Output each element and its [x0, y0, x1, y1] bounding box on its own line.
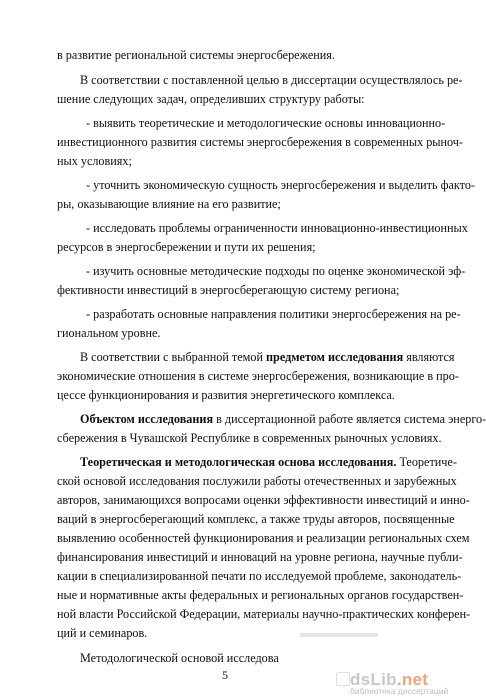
object-sentence: Объектом исследования в диссертационной работе является система энерго- [80, 412, 486, 426]
text-line: кации в специализированной печати по исследуемой проблеме, законодатель- [57, 569, 462, 583]
list-item-line: ных условиях; [57, 154, 132, 168]
text-line: в развитие региональной системы энергосбережения. [57, 48, 335, 62]
list-item-line: - изучить основные методические подходы по оценке экономической эф- [86, 264, 466, 278]
text-line: финансирования инвестиций и инноваций на уровне региона, научные публи- [57, 550, 463, 564]
subject-sentence: В соответствии с выбранной темой предметом исследования являются [80, 350, 455, 364]
text-line: ные и нормативные акты федеральных и региональных органов государствен- [57, 588, 464, 602]
watermark-logo [350, 670, 449, 696]
text-line: ной власти Российской Федерации, материалы научно-практических конферен- [57, 607, 471, 621]
subject-term: предметом исследования [266, 350, 404, 364]
text-line: В соответствии с поставленной целью в диссертации осуществлялось ре- [80, 73, 463, 87]
text-line: экономические отношения в системе энергосбережения, возникающие в про- [57, 369, 459, 383]
text-line: авторов, занимающихся вопросами оценки эффективности инвестиций и инно- [57, 493, 470, 507]
object-term: Объектом исследования [80, 412, 214, 426]
truncated-line: Методологической основой исследова [80, 651, 279, 665]
list-item-line: ры, оказывающие влияние на его развитие; [57, 197, 281, 211]
text-line: ций и семинаров. [57, 626, 148, 640]
watermark-brand: dsLib [350, 670, 397, 689]
text-line: ваций в энергосберегающий комплекс, а также труды авторов, посвященные [57, 512, 455, 526]
list-item-line: - выявить теоретические и методологические основы инновационно- [86, 116, 446, 130]
text-line: выявлению особенностей функционирования и реализации региональных схем [57, 531, 470, 545]
page-number: 5 [222, 668, 228, 682]
watermark-tagline: библиотека диссертаций [350, 686, 449, 696]
list-item-line: - исследовать проблемы ограниченности инновационно-инвестиционных [86, 221, 468, 235]
list-item-line: - уточнить экономическую сущность энергосбережения и выделить факто- [86, 178, 475, 192]
list-item-line: гиональном уровне. [57, 326, 161, 340]
text-line: ской основой исследования послужили работы отечественных и зарубежных [57, 474, 457, 488]
list-item-line: ресурсов в энергосбережении и пути их решения; [57, 240, 316, 254]
text-line: цессе функционирования и развития энергетического комплекса. [57, 388, 395, 402]
text-line: сбережения в Чувашской Республике в современных рыночных условиях. [57, 431, 442, 445]
list-item-line: инвестиционного развития системы энергосбережения в современных рыноч- [57, 135, 463, 149]
theory-sentence: Теоретическая и методологическая основа исследования. Теоретиче- [80, 455, 457, 469]
theory-term: Теоретическая и методологическая основа исследования. [80, 455, 397, 469]
text-line: шение следующих задач, определивших структуру работы: [57, 92, 365, 106]
book-icon [336, 672, 350, 686]
scan-smudge [300, 633, 378, 637]
list-item-line: - разработать основные направления политики энергосбережения на ре- [86, 307, 461, 321]
list-item-line: фективности инвестиций в энергосберегающую систему региона; [57, 283, 400, 297]
watermark-tld: .net [396, 670, 429, 689]
